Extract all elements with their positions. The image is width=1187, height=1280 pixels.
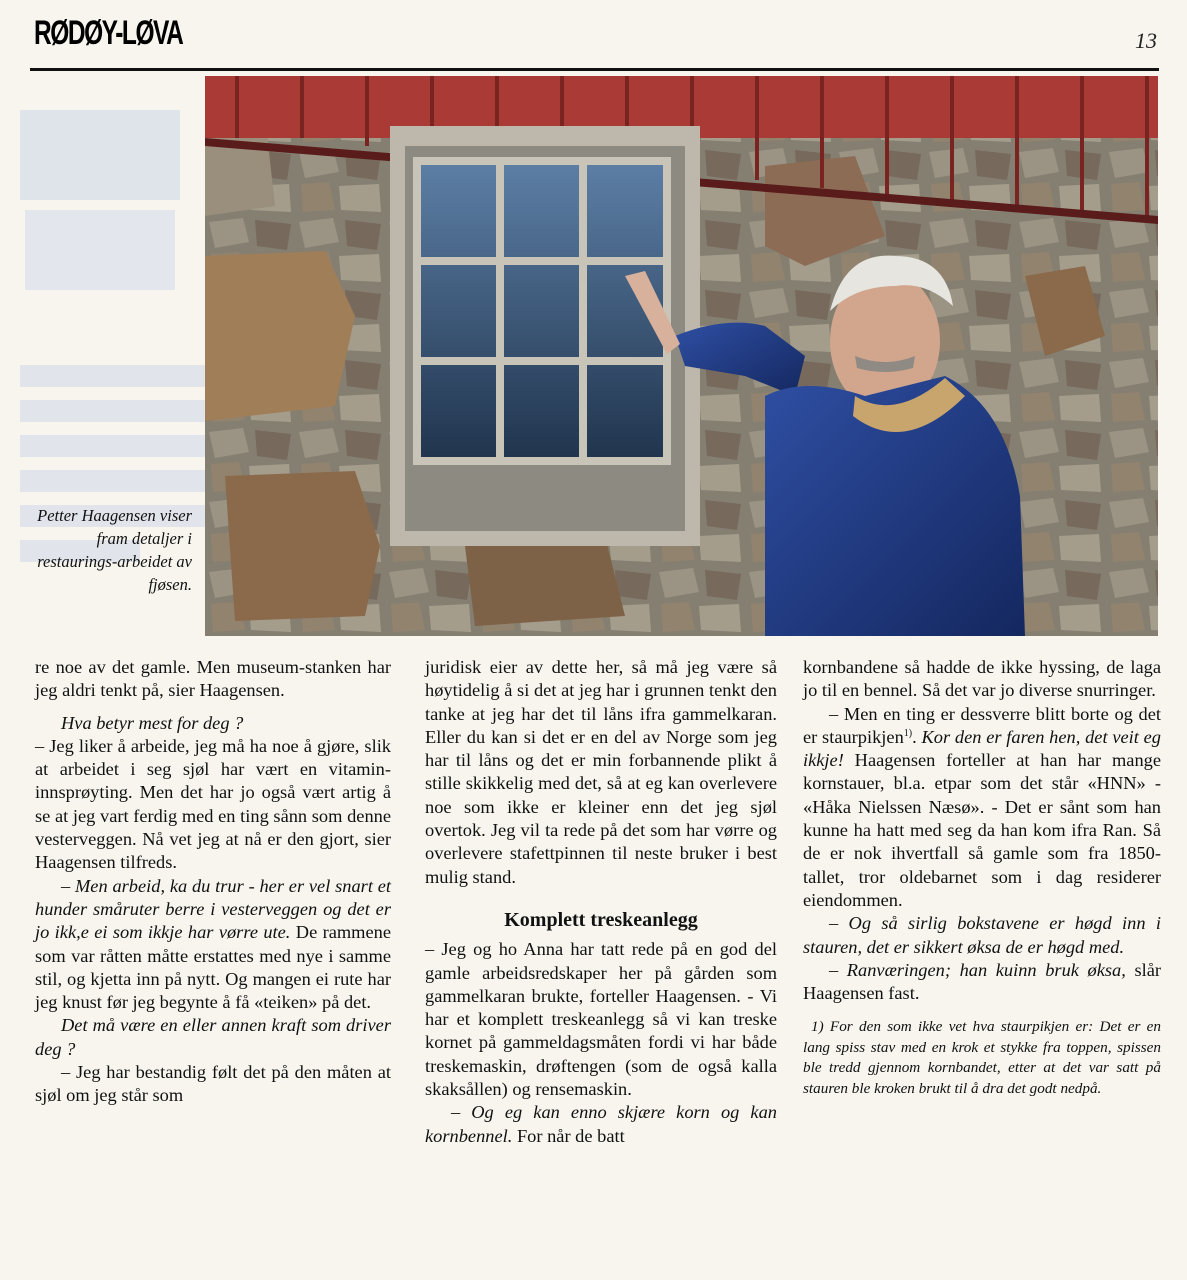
question-text: Hva betyr mest for deg ? xyxy=(61,712,244,733)
photo-caption: Petter Haagensen viser fram detaljer i restaurings-arbeidet av fjøsen. xyxy=(37,506,192,594)
article-column-3 xyxy=(803,656,1161,1099)
paragraph: kornbandene så hadde de ikke hyssing, de laga jo til en bennel. Så det var jo diverse snurringer. xyxy=(803,657,1161,701)
paragraph: – Jeg har bestandig følt det på den måten at sjøl om jeg står som xyxy=(35,1062,391,1106)
article-column-2 xyxy=(425,656,777,1148)
question-text: Det må være en eller annen kraft som driver deg ? xyxy=(35,1015,391,1059)
answer-text: De rammene som var råtten måtte erstattes med nye i samme stil, og kjetta inn på nytt. Og mangen ei rute har jeg knust før jeg begynte å få «teiken» på det. xyxy=(35,922,392,1013)
photo xyxy=(205,76,1158,636)
text-run: – Men en ting er dessverre blitt borte og det er staurpikjen xyxy=(803,703,1161,747)
article-column-1 xyxy=(35,656,391,1108)
footnote-ref: 1) xyxy=(903,727,913,739)
question-text: – Og eg kan enno skjære korn og kan kornbennel. xyxy=(425,1102,777,1146)
quote-text: Kor den er faren hen, det veit eg ikkje! xyxy=(803,726,1161,771)
paragraph xyxy=(803,703,1161,913)
quote-text: – Ranværingen; han kuinn bruk øksa, xyxy=(829,959,1126,980)
text-run: . xyxy=(912,726,922,747)
paragraph xyxy=(35,875,391,1015)
paragraph: – Jeg liker å arbeide, jeg må ha noe å gjøre, slik at arbeidet i seg sjøl har vært en vitamin-innsprøyting. Men det har jo også vært artig å se at jeg vart ferdig med en ting sånn som denne vesterveggen. Nå vet jeg at nå er den gjort, sier Haagensen tilfreds. xyxy=(35,735,391,873)
footnote: 1) For den som ikke vet hva staurpikjen er: Det er en lang spiss stav med en krok et stykke fra toppen, spissen ble tredd gjennom kornbandet, etter at det var satt på stauren ble kroken brukt til å dra det godt nedpå. xyxy=(803,1018,1161,1097)
paragraph: – Jeg og ho Anna har tatt rede på en god del gamle arbeidsredskaper her på gården som gammelkaran brukte, forteller Haagensen. - Vi har et komplett treskeanlegg så vi kan treske kornet på gammeldagsmåten fordi vi har både treskemaskin, drøftengen (som de også kalla skaksållen) og rensemaskin. xyxy=(425,939,777,1100)
question xyxy=(35,1014,391,1061)
answer-text: For når de batt xyxy=(512,1125,625,1146)
question xyxy=(35,712,391,735)
magazine-title: RØDØY-LØVA xyxy=(34,14,183,52)
question-text: – Men arbeid, ka du trur - her er vel snart et hunder småruter berre i vesterveggen og det er jo ikk,e ei som ikkje har vørre ute. xyxy=(35,875,391,943)
quote-text: – Og så sirlig bokstavene er høgd inn i stauren, det er sikkert øksa de er høgd med. xyxy=(803,913,1161,957)
header-rule xyxy=(30,68,1159,71)
paragraph xyxy=(803,912,1161,959)
paragraph: re noe av det gamle. Men museum-stanken har jeg aldri tenkt på, sier Haagensen. xyxy=(35,657,391,701)
section-heading: Komplett treskeanlegg xyxy=(504,908,698,931)
text-run: slår Haagensen fast. xyxy=(803,959,1161,1004)
paragraph xyxy=(425,1101,777,1148)
paragraph xyxy=(803,959,1161,1006)
page-number: 13 xyxy=(1135,28,1157,53)
text-run: Haagensen forteller at han har mange kornstauer, bl.a. etpar som det står «HNN» - «Håka Nielssen Næsø». - Det er sånt som han kunne ha hatt med seg da han kom ifra Ran. Så de er nok ihvertfall så gamle som fra 1850-tallet, tror oldebarnet som i dag residerer eiendommen. xyxy=(803,750,1161,910)
paragraph: juridisk eier av dette her, så må jeg være så høytidelig å si det at jeg har i grunnen tenkt den tanke at jeg har det til låns ifra gammelkaran. Eller du kan si det er en del av Norge som jeg har til låns og det er min forbannende plikt å stille skikkelig med det, så at eg kan overlevere noe som ikke er kleiner enn det jeg sjøl overtok. Jeg vil ta rede på det som har vørre og overlevere stafettpinnen til neste bruker i best mulig stand. xyxy=(425,657,777,887)
